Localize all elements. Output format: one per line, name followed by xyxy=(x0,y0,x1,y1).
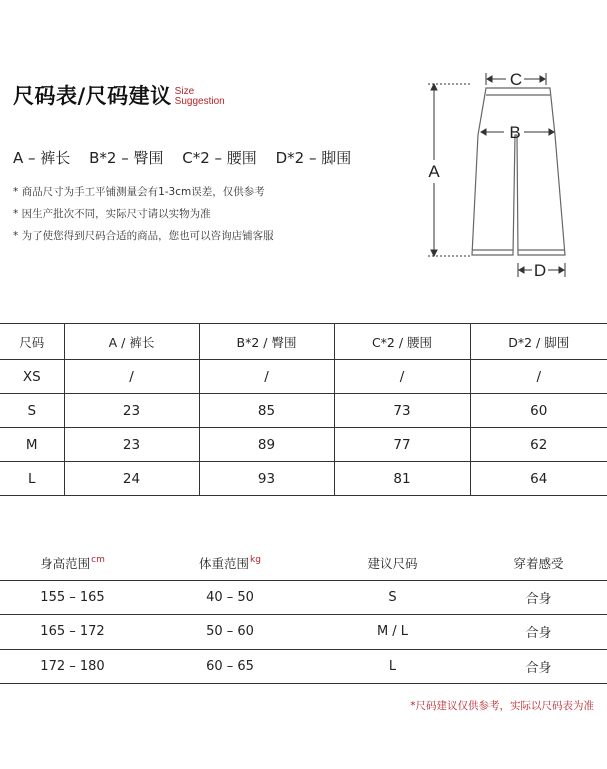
table-cell: S xyxy=(315,580,470,615)
legend-item-b: B*2 – 臀围 xyxy=(89,149,164,167)
table-cell: M xyxy=(0,428,64,462)
title-en-line1: Size xyxy=(174,86,195,97)
table-cell: 合身 xyxy=(470,615,607,650)
table-row xyxy=(0,428,607,462)
weight-unit: kg xyxy=(250,554,261,565)
table-cell: 23 xyxy=(64,428,199,462)
size-table-header-row xyxy=(0,324,607,360)
pants-diagram xyxy=(420,65,590,285)
table-row xyxy=(0,649,607,684)
table-cell: 85 xyxy=(199,394,334,428)
note-item: * 为了使您得到尺码合适的商品，您也可以咨询店铺客服 xyxy=(13,230,274,242)
size-table xyxy=(0,323,607,496)
suggestion-header-fit: 穿着感受 xyxy=(470,546,607,580)
table-cell: 23 xyxy=(64,394,199,428)
suggestion-header-size: 建议尺码 xyxy=(315,546,470,580)
table-row xyxy=(0,360,607,394)
diagram-label-c: C xyxy=(509,70,523,89)
table-cell: 62 xyxy=(470,428,607,462)
height-unit: cm xyxy=(91,554,105,565)
size-table-header: A / 裤长 xyxy=(64,324,199,360)
legend-item-a: A – 裤长 xyxy=(13,149,71,167)
height-header-label: 身高范围 xyxy=(40,555,91,571)
suggestion-table-header-row xyxy=(0,546,607,580)
table-cell: 81 xyxy=(334,462,470,496)
suggestion-header-height xyxy=(0,546,145,580)
pants-outline-icon xyxy=(472,88,565,255)
legend-item-d: D*2 – 脚围 xyxy=(275,149,352,167)
table-cell: M / L xyxy=(315,615,470,650)
title-en-line2: Suggestion xyxy=(174,96,225,107)
table-cell: 155 – 165 xyxy=(0,580,145,615)
table-cell: 73 xyxy=(334,394,470,428)
note-item: * 商品尺寸为手工平铺测量会有1-3cm误差，仅供参考 xyxy=(13,186,265,198)
footnote: *尺码建议仅供参考，实际以尺码表为准 xyxy=(410,700,594,712)
table-cell: 172 – 180 xyxy=(0,649,145,684)
table-cell: 24 xyxy=(64,462,199,496)
page-title-en xyxy=(175,87,225,107)
size-table-header: B*2 / 臀围 xyxy=(199,324,334,360)
size-table-header: 尺码 xyxy=(0,324,64,360)
page-title: 尺码表/尺码建议 xyxy=(13,84,172,108)
table-cell: 60 – 65 xyxy=(145,649,315,684)
suggestion-table xyxy=(0,546,607,684)
diagram-label-d: D xyxy=(533,261,547,280)
diagram-label-a: A xyxy=(428,162,440,181)
table-cell: / xyxy=(334,360,470,394)
table-row xyxy=(0,394,607,428)
table-cell: XS xyxy=(0,360,64,394)
measurement-legend xyxy=(13,147,365,168)
size-table-header: C*2 / 腰围 xyxy=(334,324,470,360)
table-row xyxy=(0,462,607,496)
table-cell: S xyxy=(0,394,64,428)
table-row xyxy=(0,580,607,615)
size-table-header: D*2 / 脚围 xyxy=(470,324,607,360)
suggestion-header-weight xyxy=(145,546,315,580)
table-cell: 93 xyxy=(199,462,334,496)
table-cell: / xyxy=(470,360,607,394)
table-cell: 50 – 60 xyxy=(145,615,315,650)
title-block xyxy=(13,83,225,109)
table-cell: L xyxy=(315,649,470,684)
table-row xyxy=(0,615,607,650)
weight-header-label: 体重范围 xyxy=(199,555,250,571)
table-cell: 60 xyxy=(470,394,607,428)
legend-item-c: C*2 – 腰围 xyxy=(182,149,257,167)
table-cell: 合身 xyxy=(470,649,607,684)
table-cell: 40 – 50 xyxy=(145,580,315,615)
table-cell: 合身 xyxy=(470,580,607,615)
table-cell: / xyxy=(199,360,334,394)
table-cell: 165 – 172 xyxy=(0,615,145,650)
table-cell: 89 xyxy=(199,428,334,462)
note-item: * 因生产批次不同，实际尺寸请以实物为准 xyxy=(13,208,211,220)
diagram-label-b: B xyxy=(509,123,521,142)
table-cell: L xyxy=(0,462,64,496)
table-cell: 64 xyxy=(470,462,607,496)
notes-list xyxy=(13,185,274,251)
table-cell: 77 xyxy=(334,428,470,462)
table-cell: / xyxy=(64,360,199,394)
